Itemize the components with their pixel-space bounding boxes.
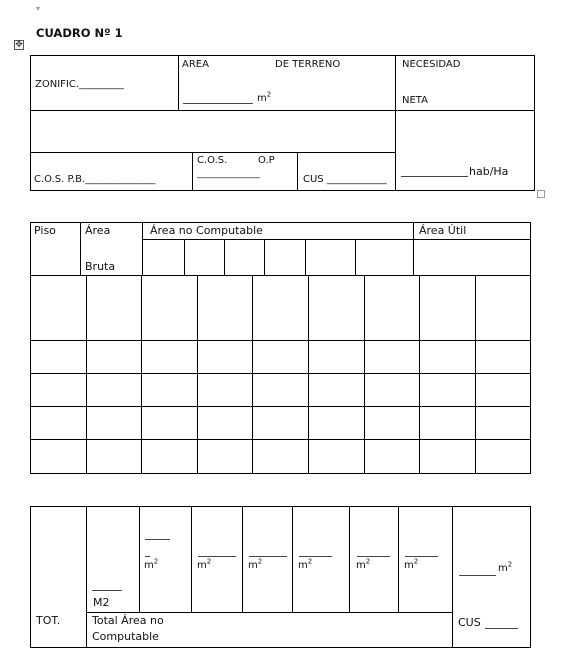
t2-col-line	[308, 275, 309, 474]
table-1-frame	[30, 55, 535, 191]
t3-blank[interactable]	[92, 590, 122, 591]
t2-vline	[264, 239, 265, 275]
t1-hline	[30, 152, 396, 153]
t1-vline	[178, 55, 179, 110]
t3-vline	[452, 506, 453, 648]
resize-handle[interactable]	[537, 190, 545, 198]
t3-vline	[398, 506, 399, 612]
t2-vline	[305, 239, 306, 275]
unit-m2	[144, 557, 159, 571]
t2-col-line	[197, 275, 198, 474]
area-unit	[257, 90, 272, 104]
area-header: Área	[85, 224, 111, 237]
cos-op-blank[interactable]: ______________	[197, 169, 260, 179]
t3-vline	[349, 506, 350, 612]
unit-m2	[248, 557, 263, 571]
area-util-header: Área Útil	[419, 224, 467, 237]
neta-label: NETA	[402, 95, 428, 106]
t2-vline	[413, 222, 414, 275]
unit-m: m	[144, 560, 154, 571]
area-unit-exp: 2	[266, 90, 272, 99]
zonific-field[interactable]: ZONIFIC._________	[35, 79, 125, 90]
t3-vline	[292, 506, 293, 612]
t3-blank[interactable]	[405, 556, 438, 557]
unit-m: m	[298, 560, 308, 571]
t3-blank[interactable]	[357, 556, 390, 557]
format-mark: ▾	[36, 4, 41, 13]
area-label: AREA	[182, 59, 209, 70]
t2-col-line	[364, 275, 365, 474]
cus-total-label: CUS	[458, 616, 481, 629]
t3-hline	[86, 612, 453, 613]
unit-m: m	[404, 560, 414, 571]
unit-m2	[298, 557, 313, 571]
t2-row-line	[30, 406, 531, 407]
m2-label: M2	[93, 596, 110, 609]
t1-hline	[30, 110, 535, 111]
t2-hline	[142, 239, 530, 240]
hab-blank[interactable]	[401, 176, 468, 177]
tot-label: TOT.	[36, 614, 61, 627]
t3-blank[interactable]	[145, 539, 170, 540]
unit-exp: 2	[413, 557, 419, 566]
hab-label: hab/Ha	[469, 165, 509, 178]
cos-label: C.O.S.	[197, 155, 228, 166]
t2-vline	[224, 239, 225, 275]
t2-col-line	[475, 275, 476, 474]
t2-row-line	[30, 439, 531, 440]
t3-blank[interactable]	[145, 556, 150, 557]
t3-blank[interactable]	[485, 628, 518, 629]
unit-m: m	[248, 560, 258, 571]
t3-blank[interactable]	[459, 575, 496, 576]
t2-col-line	[86, 275, 87, 474]
unit-m: m	[498, 563, 508, 574]
move-table-icon[interactable]: ✥	[15, 40, 23, 50]
unit-exp: 2	[206, 557, 212, 566]
t2-col-line	[252, 275, 253, 474]
t1-vline	[297, 152, 298, 191]
t2-vline	[80, 222, 81, 275]
total-area-label-2: Computable	[92, 630, 159, 643]
t2-hline	[30, 275, 531, 276]
page-title: CUADRO Nº 1	[36, 26, 123, 40]
t2-vline	[184, 239, 185, 275]
t3-vline	[242, 506, 243, 612]
bruta-header: Bruta	[85, 260, 116, 273]
unit-exp: 2	[153, 557, 159, 566]
unit-m2	[197, 557, 212, 571]
t3-vline	[191, 506, 192, 612]
t2-row-line	[30, 373, 531, 374]
area-blank[interactable]	[183, 103, 253, 104]
unit-exp: 2	[507, 560, 513, 569]
t2-row-line	[30, 340, 531, 341]
unit-m2	[498, 560, 513, 574]
piso-header: Piso	[34, 224, 56, 237]
unit-m: m	[356, 560, 366, 571]
t3-blank[interactable]	[198, 556, 236, 557]
cos-pb-field[interactable]: C.O.S. P.B.______________	[34, 174, 156, 185]
unit-exp: 2	[307, 557, 313, 566]
t1-vline	[192, 152, 193, 191]
total-area-label-1: Total Área no	[92, 614, 164, 627]
t3-vline	[86, 506, 87, 648]
necesidad-label: NECESIDAD	[402, 59, 461, 70]
t1-vline	[395, 55, 396, 191]
t3-blank[interactable]	[299, 556, 332, 557]
cus-field[interactable]: CUS ____________	[303, 174, 387, 185]
de-terreno-label: DE TERRENO	[275, 59, 341, 70]
t2-col-line	[419, 275, 420, 474]
t2-vline	[355, 239, 356, 275]
t2-col-line	[141, 275, 142, 474]
op-label: O.P	[258, 155, 275, 166]
unit-exp: 2	[365, 557, 371, 566]
unit-m: m	[197, 560, 207, 571]
t3-blank[interactable]	[249, 556, 287, 557]
unit-m2	[356, 557, 371, 571]
area-no-computable-header: Área no Computable	[150, 224, 263, 237]
t2-vline	[142, 222, 143, 275]
unit-m2	[404, 557, 419, 571]
unit-exp: 2	[257, 557, 263, 566]
t3-vline	[139, 506, 140, 612]
area-unit-base: m	[257, 93, 267, 104]
